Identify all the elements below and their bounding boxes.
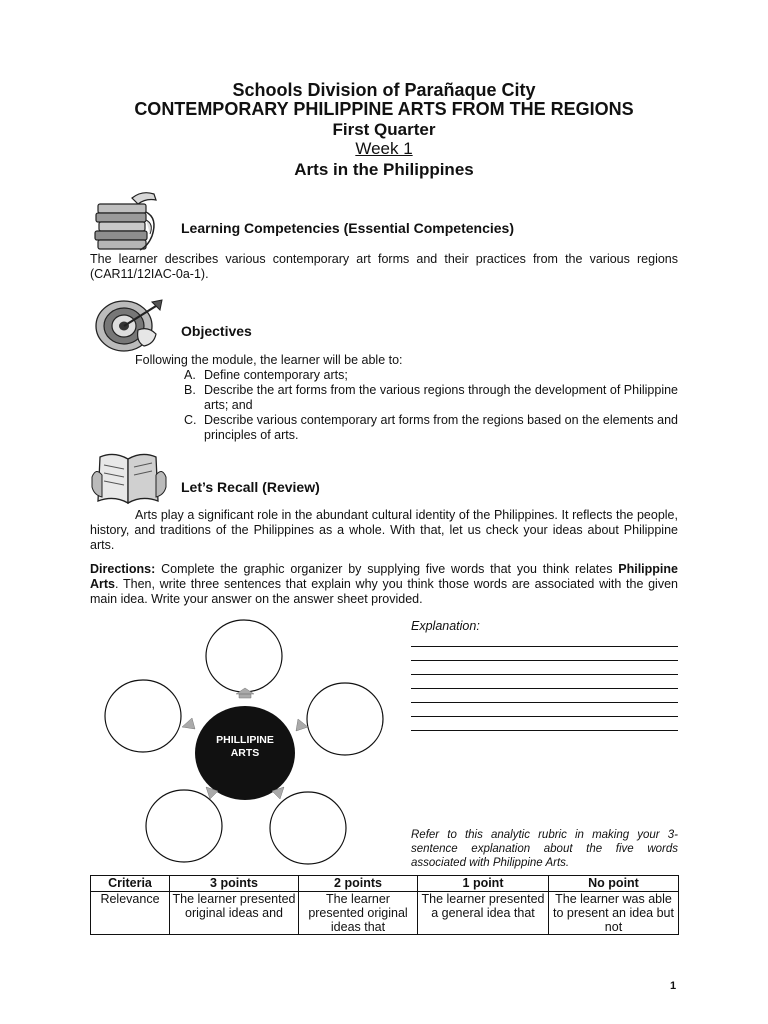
objective-text: Describe various contemporary art forms from the regions based on the elements and principles of arts. [204,413,678,442]
rubric-header: 1 point [418,876,549,892]
competencies-text: The learner describes various contemporary art forms and their practices from the various regions (CAR11/12IAC-0a-1). [90,252,678,281]
directions-text [90,562,678,607]
arrow-icon [296,719,308,731]
objective-text: Define contemporary arts; [204,368,348,382]
objectives-intro: Following the module, the learner will be able to: [135,353,403,367]
explanation-label: Explanation: [411,619,480,633]
directions-part-b: . Then, write three sentences that explain why you think those words are associated with the given main idea. Write your answer on the answer sheet provided. [90,577,678,606]
objective-item [184,383,678,413]
organizer-center-line2: ARTS [230,747,260,759]
answer-line[interactable] [411,688,678,689]
week-heading: Week 1 [355,139,413,158]
rubric-header: Criteria [91,876,170,892]
answer-line[interactable] [411,660,678,661]
page-number: 1 [670,980,677,992]
rubric-cell: The learner presented original ideas that [299,892,418,935]
recall-intro: Arts play a significant role in the abundant cultural identity of the Philippines. It reflects the people, history, and traditions of the Philippines as a whole. With that, let us check your ideas about Philippine arts. [90,508,678,552]
answer-line[interactable] [411,730,678,731]
rubric-header-row [91,876,679,892]
objective-letter: B. [184,383,196,397]
rubric-header: 3 points [170,876,299,892]
open-book-icon [90,447,168,507]
directions-bold: Philippine Arts [90,562,678,591]
objective-item [184,368,678,383]
competencies-title: Learning Competencies (Essential Competencies) [181,220,514,236]
objectives-list [184,368,678,443]
graphic-organizer [100,615,390,875]
organizer-circle-bottom-right[interactable] [270,792,346,864]
objective-letter: A. [184,368,196,382]
rubric-cell: The learner presented original ideas and [170,892,299,935]
subject-heading: CONTEMPORARY PHILIPPINE ARTS FROM THE REGIONS [134,99,634,119]
rubric-note: Refer to this analytic rubric in making your 3-sentence explanation about the five words associated with Philippine Arts. [411,829,678,869]
rubric-cell: The learner was able to present an idea but not [549,892,679,935]
organizer-circle-bottom-left[interactable] [146,790,222,862]
division-heading: Schools Division of Parañaque City [232,80,536,100]
rubric-table [90,875,679,935]
quarter-heading: First Quarter [332,120,436,139]
organizer-circle-top[interactable] [206,620,282,692]
arrow-icon [182,718,195,729]
directions-label: Directions: [90,562,156,576]
page-title: Arts in the Philippines [294,160,474,179]
organizer-circle-right[interactable] [307,683,383,755]
answer-line[interactable] [411,674,678,675]
recall-title: Let’s Recall (Review) [181,479,320,495]
objectives-title: Objectives [181,323,252,339]
rubric-header: 2 points [299,876,418,892]
answer-line[interactable] [411,646,678,647]
directions-part-a: Complete the graphic organizer by supplying five words that you think relates [155,562,619,576]
objective-letter: C. [184,413,197,427]
answer-line[interactable] [411,702,678,703]
organizer-center-line1: PHILLIPINE [216,734,274,746]
objective-text: Describe the art forms from the various regions through the development of Philippine arts; and [204,383,678,412]
objective-item [184,413,678,443]
table-row [91,892,679,935]
answer-line[interactable] [411,716,678,717]
books-icon [92,190,162,252]
organizer-circle-left[interactable] [105,680,181,752]
rubric-cell: Relevance [91,892,170,935]
target-icon [94,296,166,354]
rubric-cell: The learner presented a general idea that [418,892,549,935]
rubric-header: No point [549,876,679,892]
